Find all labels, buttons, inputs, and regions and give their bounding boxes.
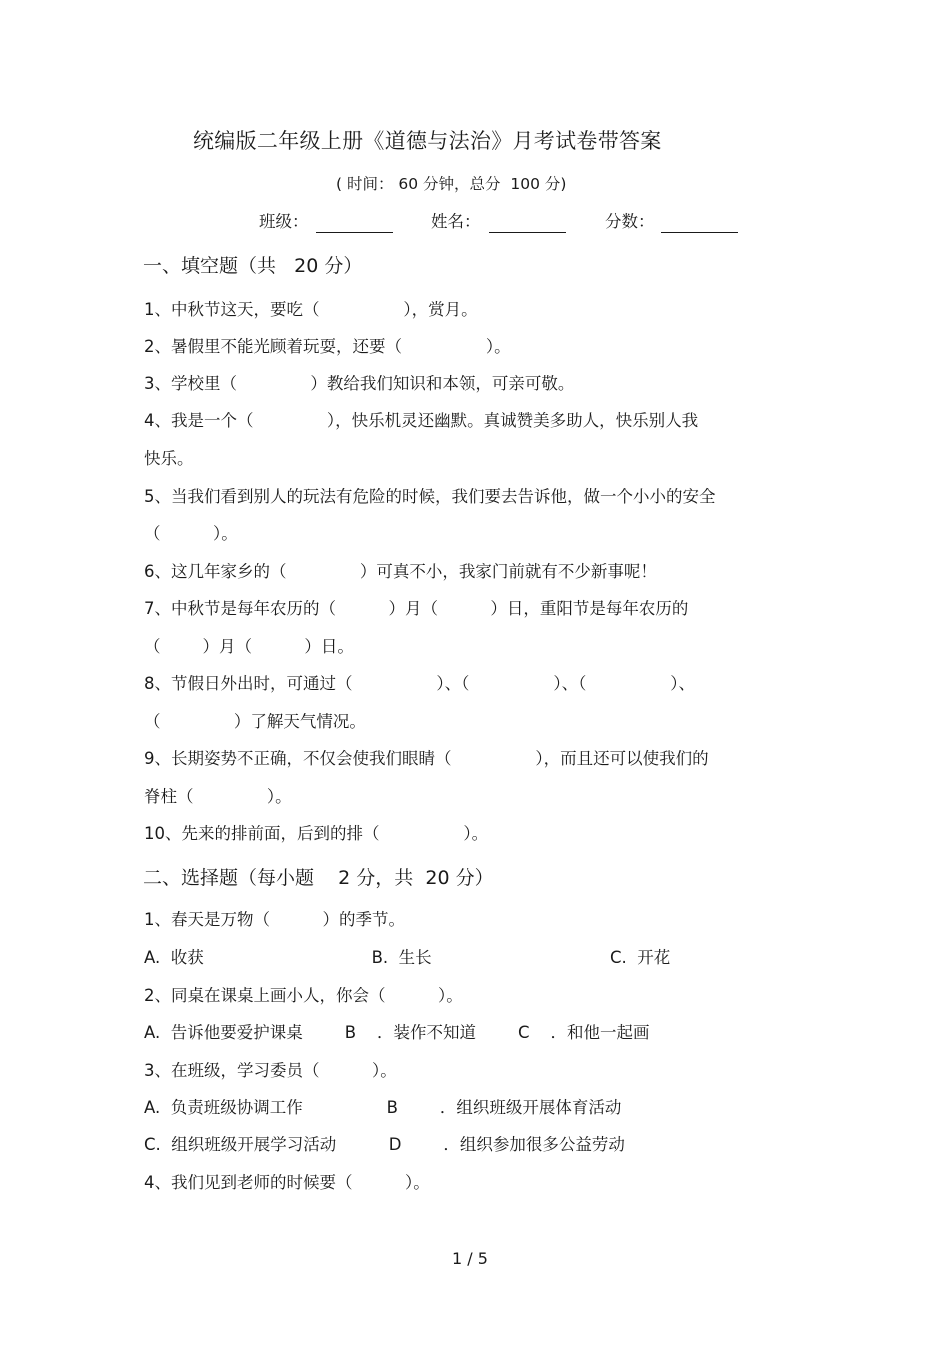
- question-line: 6、这几年家乡的（ ）可真不小，我家门前就有不少新事呢！: [144, 562, 657, 581]
- page-number: 1 / 5: [452, 1249, 488, 1268]
- score-blank: [661, 232, 738, 233]
- question-line: 2、同桌在课桌上画小人，你会（ ）。: [144, 986, 463, 1005]
- question-line: （ ）了解天气情况。: [144, 712, 366, 731]
- question-line: 1、中秋节这天，要吃（ ），赏月。: [144, 300, 478, 319]
- class-blank: [316, 232, 393, 233]
- question-line: 4、我是一个（ ），快乐机灵还幽默。真诚赞美多助人，快乐别人我: [144, 411, 699, 430]
- choice-options: C. 组织班级开展学习活动 D ．组织参加很多公益劳动: [144, 1135, 625, 1154]
- question-line: 5、当我们看到别人的玩法有危险的时候，我们要去告诉他，做一个小小的安全: [144, 487, 716, 506]
- question-line: 1、春天是万物（ ）的季节。: [144, 910, 405, 929]
- page-title: 统编版二年级上册《道德与法治》月考试卷带答案: [193, 129, 662, 153]
- choice-options: A. 告诉他要爱护课桌 B ．装作不知道 C ．和他一起画: [144, 1023, 650, 1042]
- question-line: 脊柱（ ）。: [144, 787, 292, 806]
- exam-subtitle: ( 时间： 60 分钟，总分 100 分): [336, 175, 567, 193]
- name-label: 姓名：: [431, 212, 481, 231]
- question-line: 快乐。: [144, 449, 194, 468]
- section-heading: 二、选择题（每小题 2 分，共 20 分）: [143, 867, 494, 889]
- question-line: 3、在班级，学习委员（ ）。: [144, 1061, 397, 1080]
- question-line: 4、我们见到老师的时候要（ ）。: [144, 1173, 430, 1192]
- question-line: 10、先来的排前面，后到的排（ ）。: [144, 824, 489, 843]
- question-line: 8、节假日外出时，可通过（ ）、（ ）、（ ）、: [144, 674, 696, 693]
- name-blank: [489, 232, 566, 233]
- choice-options: A. 收获 B. 生长 C. 开花: [144, 948, 671, 967]
- question-line: （ ）月（ ）日。: [144, 637, 354, 656]
- question-line: 9、长期姿势不正确，不仅会使我们眼睛（ ），而且还可以使我们的: [144, 749, 709, 768]
- class-label: 班级：: [259, 212, 309, 231]
- choice-options: A. 负责班级协调工作 B ．组织班级开展体育活动: [144, 1098, 622, 1117]
- section-heading: 一、填空题（共 20 分）: [143, 255, 363, 277]
- question-line: 2、暑假里不能光顾着玩耍，还要（ ）。: [144, 337, 511, 356]
- question-line: 7、中秋节是每年农历的（ ）月（ ）日，重阳节是每年农历的: [144, 599, 689, 618]
- score-label: 分数：: [605, 212, 655, 231]
- question-line: 3、学校里（ ）教给我们知识和本领，可亲可敬。: [144, 374, 575, 393]
- question-line: （ ）。: [144, 524, 238, 543]
